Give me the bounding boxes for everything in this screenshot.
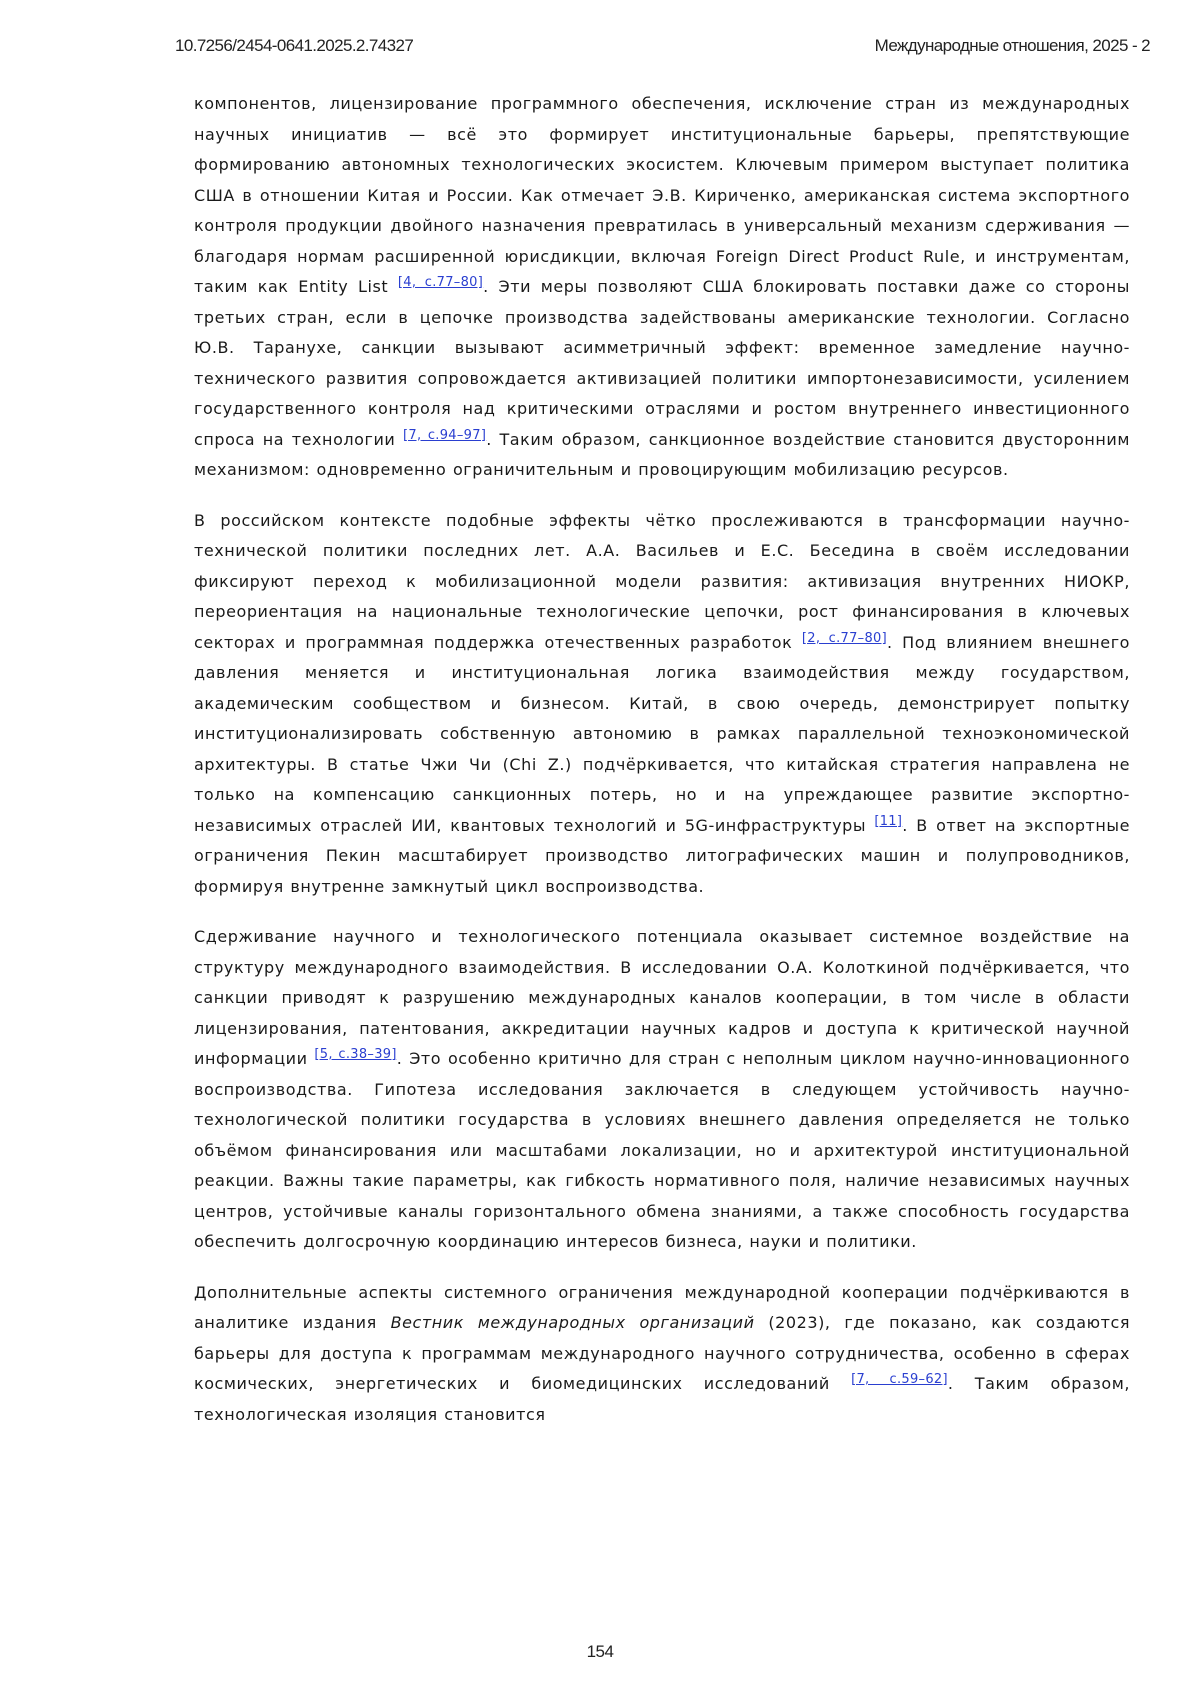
citation-link[interactable]: [5, с.38–39] (314, 1047, 396, 1062)
paragraph-text: Сдерживание научного и технологического потенциала оказывает системное воздействие на структуру международного взаимодействия. В исследовании О.А. Колоткиной подчёркивается, что санкции приводят к разрушению международных каналов кооперации, в том числе в области лицензирования, патентования, аккредитации научных кадров и доступа к критической научной информации (194, 927, 1130, 1068)
paragraph-3 (194, 922, 1130, 1258)
citation-link[interactable]: [11] (874, 814, 902, 829)
paragraph-text: . Таким образом, санкционное воздействие становится двусторонним механизмом: одновременно ограничительным и провоцирующим мобилизацию ресурсов. (194, 430, 1130, 480)
paragraph-4 (194, 1278, 1130, 1431)
paragraph-text: В российском контексте подобные эффекты чётко прослеживаются в трансформации научно-технической политики последних лет. А.А. Васильев и Е.С. Беседина в своём исследовании фиксируют переход к мобилизационной модели развития: активизация внутренних НИОКР, переориентация на национальные технологические цепочки, рост финансирования в ключевых секторах и программная поддержка отечественных разработок (194, 511, 1130, 652)
paragraph-text: . В ответ на экспортные ограничения Пекин масштабирует производство литографических машин и полупроводников, формируя внутренне замкнутый цикл воспроизводства. (194, 816, 1130, 896)
journal-name-italic: Вестник международных организаций (391, 1313, 755, 1332)
paragraph-text: (2023), где показано, как создаются барьеры для доступа к программам международного научного сотрудничества, особенно в сферах космических, энергетических и биомедицинских исследований (194, 1313, 1130, 1393)
paragraph-text: . Под влиянием внешнего давления меняется и институциональная логика взаимодействия между государством, академическим сообществом и бизнесом. Китай, в свою очередь, демонстрирует попытку институционализировать собственную автономию в рамках параллельной техноэкономической архитектуры. В статье Чжи Чи (Chi Z.) подчёркивается, что китайская стратегия направлена не только на компенсацию санкционных потерь, но и на упреждающее развитие экспортно-независимых отраслей ИИ, квантовых технологий и 5G-инфраструктуры (194, 633, 1130, 835)
journal-title: Международные отношения, 2025 - 2 (875, 36, 1150, 56)
paper-page (0, 0, 1200, 1698)
page-number: 154 (0, 1642, 1200, 1662)
paragraph-text: . Эти меры позволяют США блокировать поставки даже со стороны третьих стран, если в цепочке производства задействованы американские технологии. Согласно Ю.В. Таранухе, санкции вызывают асимметричный эффект: временное замедление научно-технического развития сопровождается активизацией политики импортонезависимости, усилением государственного контроля над критическими отраслями и ростом внутреннего инвестиционного спроса на технологии (194, 277, 1130, 449)
paragraph-text: . Таким образом, технологическая изоляция становится (194, 1374, 1130, 1424)
article-body (194, 89, 1130, 1450)
paragraph-text: компонентов, лицензирование программного обеспечения, исключение стран из международных научных инициатив — всё это формирует институциональные барьеры, препятствующие формированию автономных технологических экосистем. Ключевым примером выступает политика США в отношении Китая и России. Как отмечает Э.В. Кириченко, американская система экспортного контроля продукции двойного назначения превратилась в универсальный механизм сдерживания — благодаря нормам расширенной юрисдикции, включая Foreign Direct Product Rule, и инструментам, таким как Entity List (194, 94, 1130, 296)
citation-link[interactable]: [7, с.94–97] (403, 428, 486, 443)
doi-label: 10.7256/2454-0641.2025.2.74327 (175, 36, 413, 56)
page-header (175, 36, 1150, 62)
citation-link[interactable]: [4, с.77–80] (398, 275, 483, 290)
paragraph-2 (194, 506, 1130, 903)
citation-link[interactable]: [2, с.77–80] (802, 631, 887, 646)
paragraph-text: . Это особенно критично для стран с неполным циклом научно-инновационного воспроизводства. Гипотеза исследования заключается в следующем устойчивость научно-технологической политики государства в условиях внешнего давления определяется не только объёмом финансирования или масштабами локализации, но и архитектурой институциональной реакции. Важны такие параметры, как гибкость нормативного поля, наличие независимых научных центров, устойчивые каналы горизонтального обмена знаниями, а также способность государства обеспечить долгосрочную координацию интересов бизнеса, науки и политики. (194, 1049, 1130, 1251)
paragraph-1 (194, 89, 1130, 486)
paragraph-text: Дополнительные аспекты системного ограничения международной кооперации подчёркиваются в аналитике издания (194, 1283, 1130, 1333)
citation-link[interactable]: [7, с.59–62] (851, 1372, 948, 1387)
